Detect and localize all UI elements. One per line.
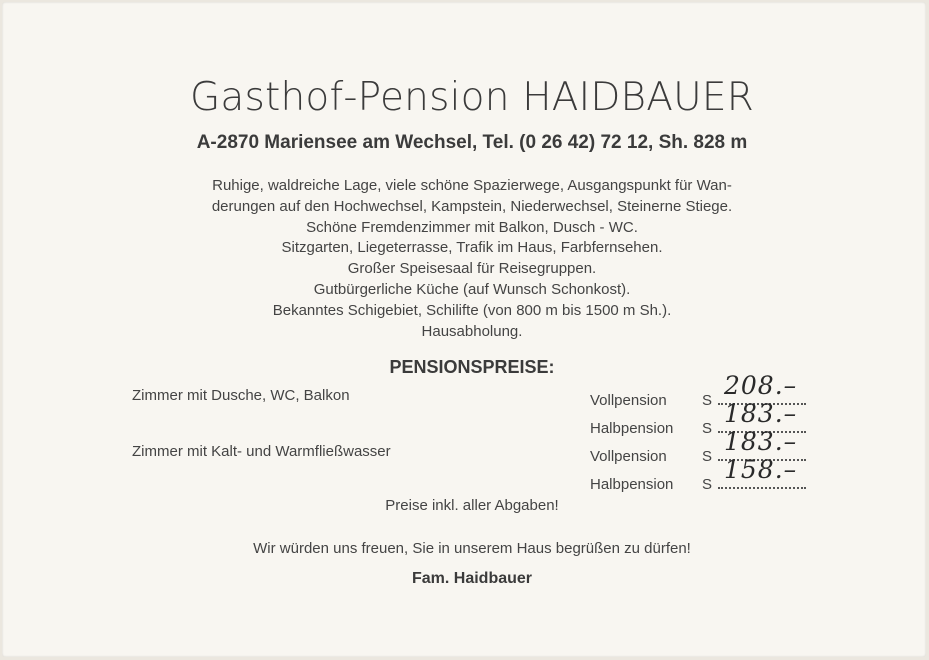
description-line: Schöne Fremdenzimmer mit Balkon, Dusch - WC.	[306, 218, 638, 236]
page-title: Gasthof-Pension HAIDBAUER	[189, 75, 755, 120]
description-line: Bekanntes Schigebiet, Schilifte (von 800 m bis 1500 m Sh.).	[272, 301, 672, 319]
postcard	[2, 2, 926, 657]
room-name: Zimmer mit Kalt- und Warmfließwasser	[132, 443, 391, 460]
room-name: Zimmer mit Dusche, WC, Balkon	[132, 387, 350, 404]
currency: S	[702, 392, 713, 409]
description-line: Gutbürgerliche Küche (auf Wunsch Schonkost).	[313, 280, 631, 298]
description-line: derungen auf den Hochwechsel, Kampstein, Niederwechsel, Steinerne Stiege.	[211, 197, 733, 215]
signature: Fam. Haidbauer	[411, 570, 533, 587]
handwritten-price: 183.–	[724, 399, 798, 428]
handwritten-price: 208.–	[724, 371, 798, 400]
closing-text: Wir würden uns freuen, Sie in unserem Haus begrüßen zu dürfen!	[253, 540, 691, 557]
currency: S	[702, 448, 713, 465]
board-label: Vollpension	[590, 392, 667, 409]
description-line: Großer Speisesaal für Reisegruppen.	[347, 260, 597, 278]
address-line: A-2870 Mariensee am Wechsel, Tel. (0 26 42) 72 12, Sh. 828 m	[196, 132, 748, 153]
description-line: Ruhige, waldreiche Lage, viele schöne Spazierwege, Ausgangspunkt für Wan-	[212, 177, 732, 194]
description-line: Hausabholung.	[421, 322, 523, 340]
description-line: Sitzgarten, Liegeterrasse, Trafik im Haus, Farbfernsehen.	[281, 239, 663, 257]
board-label: Halbpension	[590, 420, 674, 437]
prices-heading: PENSIONSPREISE:	[389, 357, 555, 377]
board-label: Halbpension	[590, 476, 674, 493]
currency: S	[702, 476, 713, 493]
price-field	[718, 455, 806, 489]
handwritten-price: 183.–	[724, 427, 798, 456]
description-block	[2, 176, 929, 342]
handwritten-price: 158.–	[724, 455, 798, 484]
currency: S	[702, 420, 713, 437]
price-note: Preise inkl. aller Abgaben!	[385, 497, 559, 514]
board-label: Vollpension	[590, 448, 667, 465]
